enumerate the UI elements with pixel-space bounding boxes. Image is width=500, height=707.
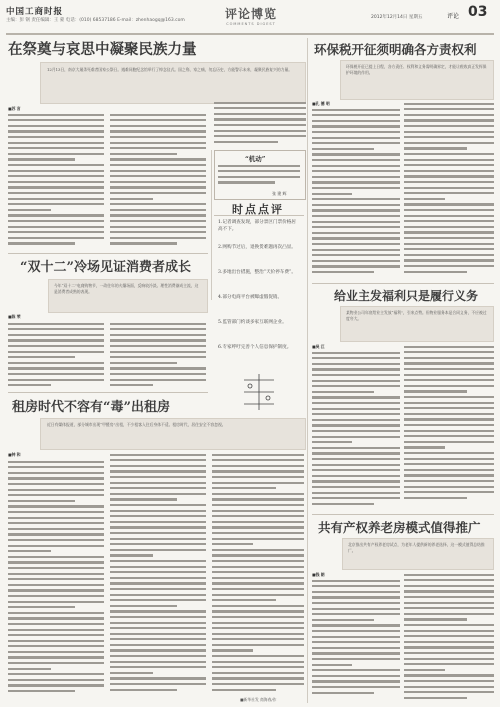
article-title: 给业主发福利只是履行义务 xyxy=(334,289,479,303)
commentary-box-author: 张 建 辉 xyxy=(272,191,287,196)
article-intro-box xyxy=(340,306,494,342)
divider xyxy=(8,392,208,393)
shidian-item: 3.多地出台措施，整治“天价停车费”。 xyxy=(218,270,296,275)
divider xyxy=(8,253,208,254)
article-body xyxy=(8,112,104,252)
article-intro-box xyxy=(40,418,306,450)
section-logo: 评论博览 xyxy=(224,7,277,21)
article-title: 环保税开征须明确各方责权利 xyxy=(314,42,477,57)
article-body xyxy=(110,452,206,701)
article-body xyxy=(312,107,400,279)
article-body xyxy=(404,344,494,510)
article-title: 租房时代不容有“毒”出租房 xyxy=(12,400,170,415)
article-body xyxy=(212,452,304,701)
shidian-item: 1.记者调查发现，部分景区门票价格居高不下。 xyxy=(218,220,296,232)
shidian-item: 4.部分电商平台被曝虚假促销。 xyxy=(218,295,283,300)
article-intro-box xyxy=(48,279,208,313)
issue-date: 2012年12月14日 星期五 xyxy=(371,15,423,20)
article-body xyxy=(8,459,104,701)
byline: ■钱 朗 xyxy=(312,572,325,577)
article-intro: 近日有媒体报道，部分城市出现“甲醛房”出租，不少租客入住后身体不适。租房时代，居住安全不容忽视。 xyxy=(47,422,226,427)
section-title-shidian: 时点点评 xyxy=(232,203,284,216)
article-intro: 今年“双十二”电商购物节，一改往年的火爆场面，反响较冷淡。理性消费渐成主流，这是消费者成熟的表现。 xyxy=(54,283,199,294)
article-title: “双十二”冷场见证消费者成长 xyxy=(20,260,191,275)
article-body xyxy=(110,321,206,387)
article-intro: 12月13日，南京大屠杀死难者国家公祭日。遇难同胞纪念馆举行了悼念仪式。国之殇，家之痛，勿忘历史，方能警示未来，凝聚民族复兴的力量。 xyxy=(47,67,293,72)
article-body xyxy=(312,578,400,701)
editor-info: 主编：彭 钢 责任编辑：王 蒙 电话：(010) 68537186 E-mail：zhenhaogq@163.com xyxy=(6,18,185,23)
page-number: 03 xyxy=(468,4,488,20)
article-body xyxy=(214,100,306,148)
byline: ■孔 德 明 xyxy=(312,101,330,106)
shidian-item: 6.专家呼吁完善个人信息保护制度。 xyxy=(218,345,292,350)
byline: ■吴 江 xyxy=(312,344,325,349)
divider xyxy=(214,215,304,216)
column-divider xyxy=(307,38,308,703)
masthead xyxy=(6,3,494,35)
section-logo-sub: COMMENTS DIGEST xyxy=(226,22,276,26)
divider xyxy=(312,514,494,515)
byline: ■苏 言 xyxy=(8,106,21,111)
article-intro: 环保税开征已提上日程，各方责任、权利和义务需明确界定，才能让税收真正发挥保护环境的作用。 xyxy=(346,64,487,75)
paper-name: 中国工商时报 xyxy=(6,7,64,17)
article-intro-box xyxy=(340,60,494,100)
section-tag: 评论 xyxy=(447,13,460,20)
article-body xyxy=(404,101,494,279)
article-title: 在祭奠与哀思中凝聚民族力量 xyxy=(8,41,197,58)
article-intro: 某物业公司年底给业主发放“福利”，引来点赞。但物业服务本是合同义务，不应被过度夸大。 xyxy=(346,310,487,321)
divider xyxy=(312,283,494,284)
article-body xyxy=(8,321,104,387)
article-body xyxy=(312,350,400,510)
byline: ■陈 荣 xyxy=(8,314,21,319)
cartoon-illustration xyxy=(230,370,288,418)
article-intro-box xyxy=(342,538,494,570)
column-divider xyxy=(211,150,212,300)
article-body xyxy=(404,572,494,701)
article-title: 共有产权养老房模式值得推广 xyxy=(318,520,481,535)
cartoon-caption: ■新华社发 商海春/作 xyxy=(240,697,277,702)
commentary-box-title: “机动” xyxy=(245,155,266,163)
commentary-box-body xyxy=(218,163,300,189)
article-intro: 北京推出共有产权养老房试点，为老年人提供新的养老选择，这一模式值得总结推广。 xyxy=(348,542,485,553)
byline: ■钟 和 xyxy=(8,452,21,457)
article-body xyxy=(110,112,206,252)
shidian-item: 2.网购节过后，退换货难题再次凸显。 xyxy=(218,245,296,250)
shidian-item: 5.监管部门约谈多家互联网企业。 xyxy=(218,320,287,325)
article-intro-box xyxy=(40,62,306,104)
